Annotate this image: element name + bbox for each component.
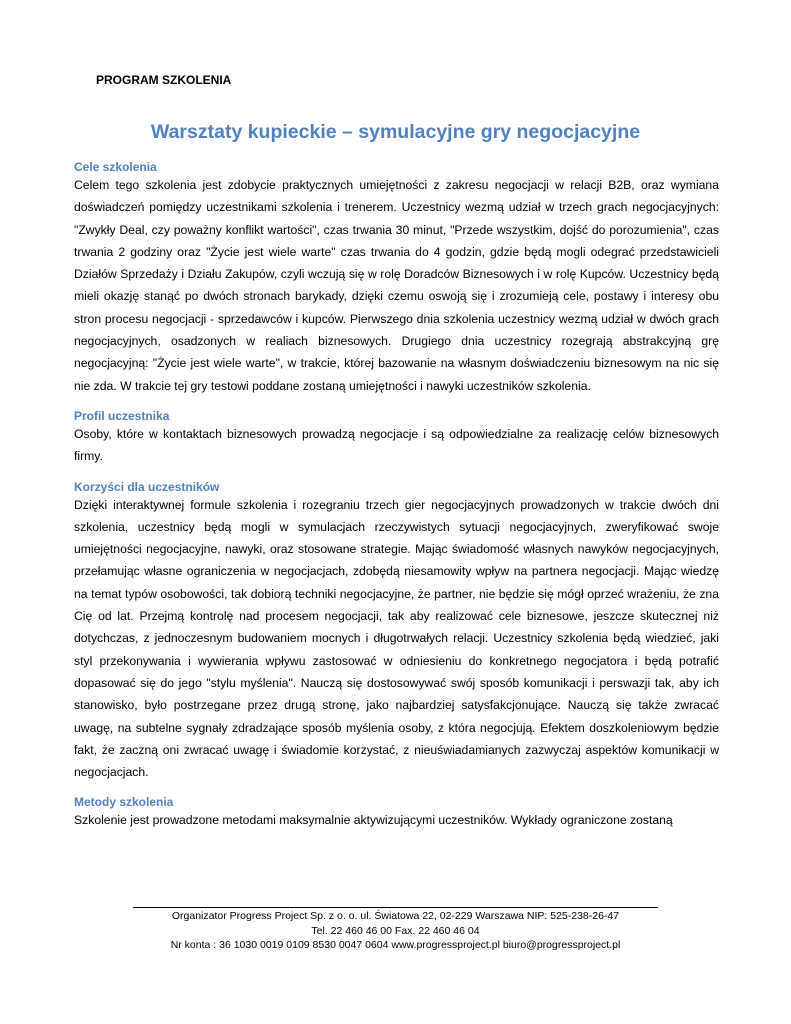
section-body: Osoby, które w kontaktach biznesowych prowadzą negocjacje i są odpowiedzialne za realizację celów biznesowych firmy.	[74, 426, 719, 464]
section-body: Dzięki interaktywnej formule szkolenia i rozegraniu trzech gier negocjacyjnych prowadzonych w trakcie dwóch dni szkolenia, uczestnicy będą mogli w symulacjach rzeczywistych sytuacji negocjacyjnych, zweryfikować swoje umiejętności negocjacyjne, nawyki, oraz stosowane strategie. Mając świadomość własnych nawyków negocjacyjnych, przełamując własne ograniczenia w negocjacjach, zdobędą niesamowity wpływ na partnera negocjacji. Mając wiedzę na temat typów osobowości, tak dobiorą techniki negocjacyjne, że partner, nie będzie się mógł oprzeć wrażeniu, że zna Cię od lat. Przejmą kontrolę nad procesem negocjacji, tak aby realizować cele biznesowe, jeszcze skutecznej niż dotychczas, z jednoczesnym budowaniem mocnych i długotrwałych relacji. Uczestnicy szkolenia będą wiedzieć, jaki styl przekonywania i wywierania wpływu zastosować w odniesieniu do konkretnego negocjatora i będą potrafić dopasować się do jego "stylu myślenia". Nauczą się dostosowywać swój sposób komunikacji i perswazji tak, aby ich stanowisko, było postrzegane przez drugą stronę, jako najbardziej satysfakcjonujące. Nauczą się także zwracać uwagę, na subtelne sygnały zdradzające sposób myślenia osoby, z która negocjują. Efektem doszkoleniowym będzie fakt, że zaczną oni zwracać uwagę i świadomie korzystać, z nieuświadamianych zazwyczaj aspektów komunikacji w negocjacjach.	[74, 497, 719, 780]
document-content	[74, 160, 719, 844]
section-body: Celem tego szkolenia jest zdobycie praktycznych umiejętności z zakresu negocjacji w relacji B2B, oraz wymiana doświadczeń pomiędzy uczestnikami szkolenia i trenerem. Uczestnicy wezmą udział w trzech grach negocjacyjnych: "Zwykły Deal, czy poważny konflikt wartości", czas trwania 30 minut, "Przede wszystkim, dojść do porozumienia", czas trwania 2 godziny oraz "Życie jest wiele warte" czas trwania do 4 godzin, gdzie będą mogli odegrać przedstawicieli Działów Sprzedaży i Działu Zakupów, czyli wczują się w rolę Doradców Biznesowych i w rolę Kupców. Uczestnicy będą mieli okazję stanąć po dwóch stronach barykady, dzięki czemu oswoją się i zrozumieją cele, postawy i interesy obu stron procesu negocjacji - sprzedawców i kupców. Pierwszego dnia szkolenia uczestnicy wezmą udział w dwóch grach negocjacyjnych, osadzonych w realiach biznesowych. Drugiego dnia uczestnicy rozegrają abstrakcyjną grę negocjacyjną: "Życie jest wiele warte", w trakcie, której bazowanie na własnym doświadczeniu biznesowym na nic się nie zda. W trakcie tej gry testowi poddane zostaną umiejętności i nawyki uczestników szkolenia.	[74, 178, 719, 393]
section-cele	[74, 160, 719, 397]
footer-phone-fax: Tel. 22 460 46 00 Fax. 22 460 46 04	[311, 924, 480, 937]
section-heading: Cele szkolenia	[74, 160, 157, 174]
section-heading: Korzyści dla uczestników	[74, 479, 220, 494]
section-heading: Profil uczestnika	[74, 408, 170, 423]
section-profil	[74, 409, 719, 468]
section-korzysci	[74, 480, 719, 784]
document-header: PROGRAM SZKOLENIA	[96, 73, 232, 87]
footer-divider	[133, 907, 658, 908]
footer-organizer: Organizator Progress Project Sp. z o. o. ul. Światowa 22, 02-229 Warszawa NIP: 525-238-26-47	[171, 910, 620, 922]
section-body: Szkolenie jest prowadzone metodami maksymalnie aktywizującymi uczestników. Wykłady ograniczone zostaną	[74, 813, 673, 828]
section-heading: Metody szkolenia	[74, 795, 174, 810]
page-footer	[0, 909, 791, 953]
footer-account-contact: Nr konta : 36 1030 0019 0109 8530 0047 0604 www.progressproject.pl biuro@progressproject.pl	[170, 939, 621, 951]
page-title: Warsztaty kupieckie – symulacyjne gry negocjacyjne	[150, 121, 641, 143]
section-metody	[74, 795, 719, 831]
